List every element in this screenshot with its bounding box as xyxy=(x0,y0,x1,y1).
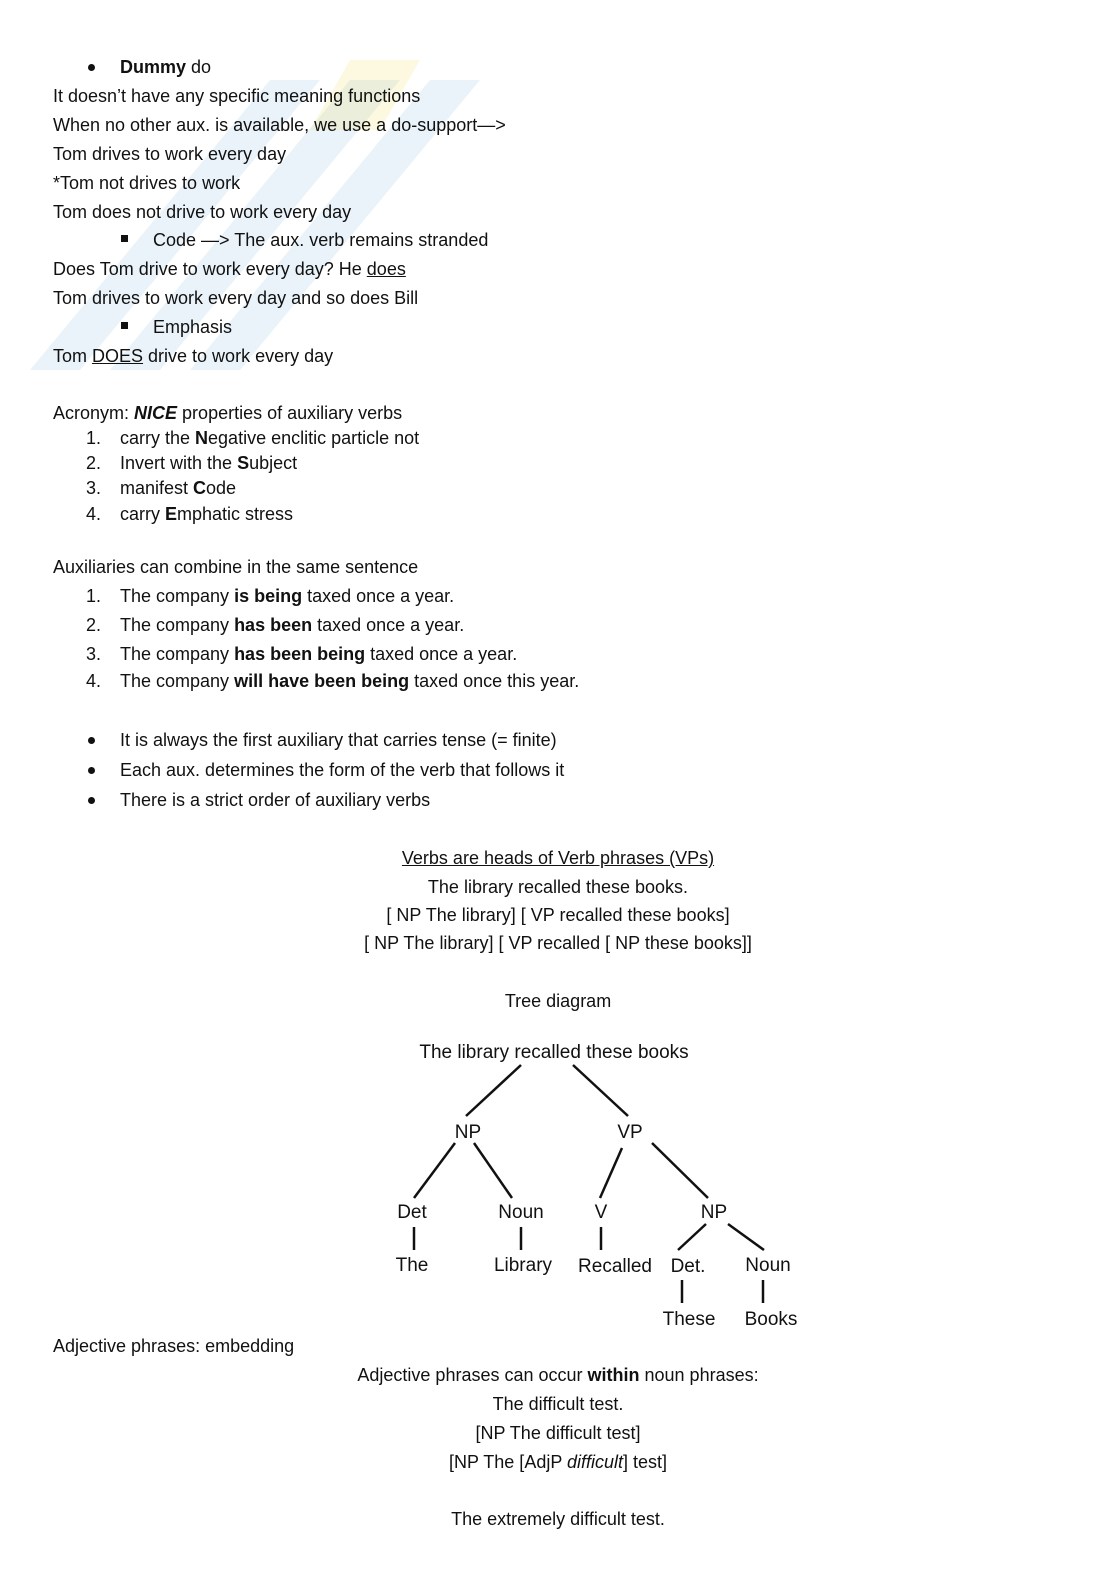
list-number: 3. xyxy=(86,644,102,664)
dummy-line: It doesn’t have any specific meaning functions xyxy=(53,86,421,106)
emphasis-item: Emphasis xyxy=(153,317,233,337)
dummy-heading: Dummy do xyxy=(120,57,212,77)
bullet-square xyxy=(121,322,128,329)
nice-item: Invert with the Subject xyxy=(120,453,298,473)
bullet-square xyxy=(121,235,128,242)
nice-item: carry Emphatic stress xyxy=(120,504,294,524)
adj-example: [NP The difficult test] xyxy=(475,1423,641,1443)
tree-edge xyxy=(573,1065,628,1116)
tree-leaf-these: These xyxy=(662,1309,716,1330)
adj-example: [NP The [AdjP difficult] test] xyxy=(448,1452,668,1472)
nice-intro: Acronym: NICE properties of auxiliary verbs xyxy=(53,403,403,423)
emphasis-line: Tom DOES drive to work every day xyxy=(53,346,334,366)
list-number: 1. xyxy=(86,428,102,448)
tree-edge xyxy=(414,1143,455,1198)
list-number: 3. xyxy=(86,478,102,498)
combine-item: The company will have been being taxed once this year. xyxy=(120,671,580,691)
vp-line: [ NP The library] [ VP recalled these books] xyxy=(386,905,730,925)
vp-line: The library recalled these books. xyxy=(427,877,689,897)
combine-item: The company has been being taxed once a year. xyxy=(120,644,518,664)
bullet-dot xyxy=(88,737,95,744)
tree-leaf-the: The xyxy=(395,1255,429,1276)
list-number: 4. xyxy=(86,504,102,524)
combine-item: The company is being taxed once a year. xyxy=(120,586,455,606)
bullet-dot xyxy=(88,64,95,71)
bullet-dot xyxy=(88,797,95,804)
adj-heading: Adjective phrases: embedding xyxy=(53,1336,295,1356)
rule-item: There is a strict order of auxiliary verbs xyxy=(120,790,431,810)
tree-diagram xyxy=(360,1030,840,1340)
tree-leaf-books: Books xyxy=(744,1309,798,1330)
rule-item: It is always the first auxiliary that carries tense (= finite) xyxy=(120,730,557,750)
dummy-line: When no other aux. is available, we use a do-support—> xyxy=(53,115,506,135)
adj-example: The extremely difficult test. xyxy=(451,1509,665,1529)
list-number: 4. xyxy=(86,671,102,691)
rule-item: Each aux. determines the form of the verb that follows it xyxy=(120,760,565,780)
tree-node-noun2: Noun xyxy=(745,1255,791,1276)
tree-node-det2: Det. xyxy=(670,1256,706,1277)
combine-intro: Auxiliaries can combine in the same sentence xyxy=(53,557,419,577)
dummy-line: Tom drives to work every day xyxy=(53,144,287,164)
tree-edge xyxy=(652,1143,708,1198)
bullet-dot xyxy=(88,767,95,774)
tree-root: The library recalled these books xyxy=(419,1042,689,1063)
code-question: Does Tom drive to work every day? He does xyxy=(53,259,406,279)
adj-example: The difficult test. xyxy=(492,1394,624,1414)
tree-node-np: NP xyxy=(454,1122,482,1143)
tree-edge xyxy=(728,1224,764,1250)
dummy-line: Tom does not drive to work every day xyxy=(53,202,352,222)
dummy-line: *Tom not drives to work xyxy=(53,173,241,193)
nice-item: carry the Negative enclitic particle not xyxy=(120,428,420,448)
tree-leaf-recalled: Recalled xyxy=(578,1256,652,1277)
nice-item: manifest Code xyxy=(120,478,237,498)
tree-edge xyxy=(678,1224,706,1250)
list-number: 1. xyxy=(86,586,102,606)
tree-node-vp: VP xyxy=(617,1122,643,1143)
tree-edge xyxy=(466,1065,521,1116)
tree-node-v: V xyxy=(594,1202,608,1223)
tree-edge xyxy=(600,1148,622,1198)
tree-leaf-library: Library xyxy=(493,1255,553,1276)
combine-item: The company has been taxed once a year. xyxy=(120,615,465,635)
tree-edge xyxy=(474,1143,512,1198)
tree-node-noun: Noun xyxy=(498,1202,544,1223)
tree-node-det: Det xyxy=(397,1202,427,1223)
tree-node-np2: NP xyxy=(700,1202,728,1223)
vp-title: Verbs are heads of Verb phrases (VPs) xyxy=(401,848,715,868)
vp-line: [ NP The library] [ VP recalled [ NP these books]] xyxy=(364,933,752,953)
adj-intro: Adjective phrases can occur within noun phrases: xyxy=(357,1365,759,1385)
code-item: Code —> The aux. verb remains stranded xyxy=(153,230,489,250)
list-number: 2. xyxy=(86,615,102,635)
list-number: 2. xyxy=(86,453,102,473)
code-line: Tom drives to work every day and so does Bill xyxy=(53,288,419,308)
tree-diagram-label: Tree diagram xyxy=(504,991,612,1011)
